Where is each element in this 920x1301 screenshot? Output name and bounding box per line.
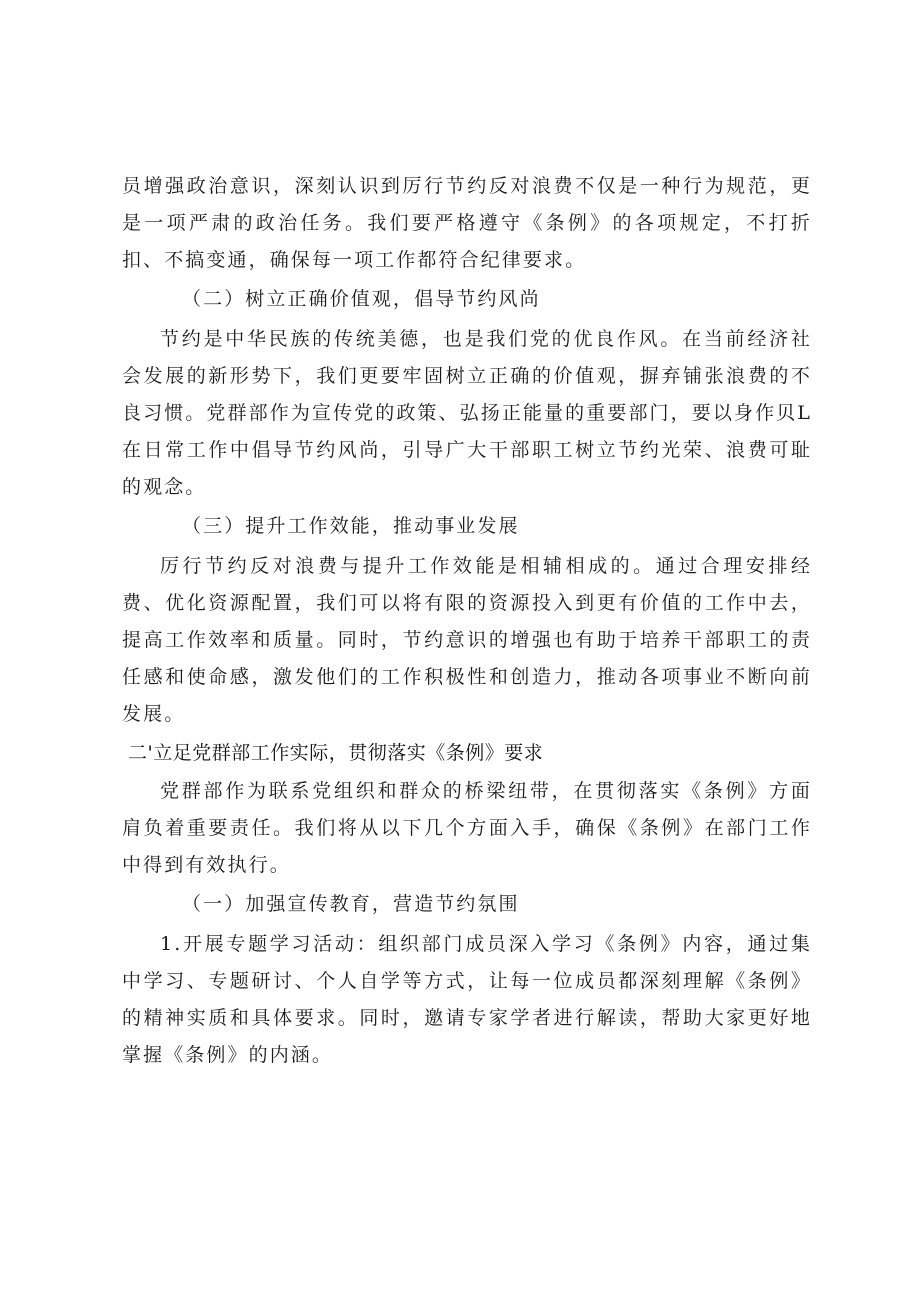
paragraph-efficiency: 厉行节约反对浪费与提升工作效能是相辅相成的。通过合理安排经费、优化资源配置，我们可以将有限的资源投入到更有价值的工作中去，提高工作效率和质量。同时，节约意识的增强也有助于培养干部职工的责任感和使命感，激发他们的工作积极性和创造力，推动各项事业不断向前发展。: [122, 555, 812, 725]
subheading-one: （一）加强宣传教育，营造节约氛围: [182, 893, 520, 915]
paragraph-bridge-role: 党群部作为联系党组织和群众的桥梁纽带，在贯彻落实《条例》方面肩负着重要责任。我们将从以下几个方面入手，确保《条例》在部门工作中得到有效执行。: [122, 780, 812, 876]
paragraph-frugality-virtue: 节约是中华民族的传统美德，也是我们党的优良作风。在当前经济社会发展的新形势下，我们更要牢固树立正确的价值观，摒弃铺张浪费的不良习惯。党群部作为宣传党的政策、弘扬正能量的重要部门，要以身作贝L在日常工作中倡导节约风尚，引导广大干部职工树立节约光荣、浪费可耻的观念。: [122, 328, 812, 498]
subheading-three: （三）提升工作效能，推动事业发展: [182, 515, 520, 537]
subheading-two: （二）树立正确价值观，倡导节约风尚: [182, 288, 541, 310]
paragraph-continued: 员增强政治意识，深刻认识到厉行节约反对浪费不仅是一种行为规范，更是一项严肃的政治任务。我们要严格遵守《条例》的各项规定，不打折扣、不搞变通，确保每一项工作都符合纪律要求。: [122, 175, 812, 271]
document-body: [122, 168, 812, 1074]
paragraph-study-activities: 1.开展专题学习活动：组织部门成员深入学习《条例》内容，通过集中学习、专题研讨、个人自学等方式，让每一位成员都深刻理解《条例》的精神实质和具体要求。同时，邀请专家学者进行解读，帮助大家更好地掌握《条例》的内涵。: [122, 933, 812, 1066]
section-heading-two: 二'立足党群部工作实际，贯彻落实《条例》要求: [128, 742, 544, 764]
